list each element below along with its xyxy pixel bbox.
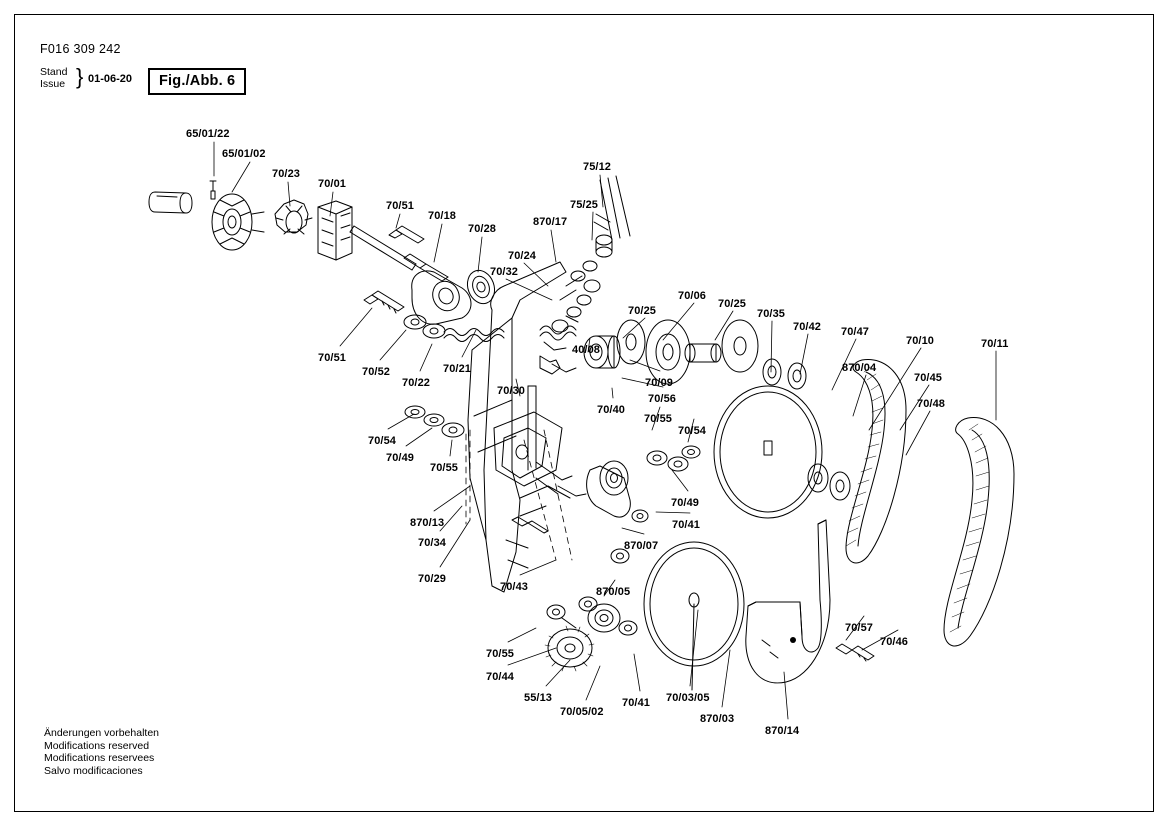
callout-label: 70/56 [648,393,677,405]
callout-label: 70/51 [318,352,347,364]
brace-glyph: } [76,64,84,89]
callout-label: 70/46 [880,636,909,648]
callout-label: 70/41 [672,519,701,531]
footer-disclaimer [44,727,159,777]
footer-line-fr: Modifications reservees [44,752,155,765]
callout-label: 70/25 [718,298,747,310]
callout-label: 870/17 [533,216,568,228]
callout-label: 70/21 [443,363,472,375]
callout-label: 870/13 [410,517,445,529]
callout-label: 70/01 [318,178,347,190]
issue-date: 01-06-20 [88,73,133,85]
callout-label: 65/01/02 [222,148,266,160]
callout-label: 70/25 [628,305,657,317]
callout-label: 70/40 [597,404,626,416]
callout-label: 70/06 [678,290,707,302]
callout-label: 70/30 [497,385,526,397]
callout-label: 70/43 [500,581,529,593]
callout-label: 70/51 [386,200,415,212]
callout-label: 70/11 [981,338,1009,350]
callout-label: 70/29 [418,573,447,585]
callout-label: 70/35 [757,308,786,320]
callout-label: 870/07 [624,540,659,552]
callout-label: 70/55 [644,413,673,425]
callout-label: 70/05/02 [560,706,604,718]
footer-line-en: Modifications reserved [44,739,150,752]
stand-label: Stand [40,66,68,78]
callout-label: 70/32 [490,266,519,278]
callout-label: 70/10 [906,335,935,347]
page-border [14,14,1154,812]
callout-label: 70/54 [678,425,707,437]
callout-label: 75/12 [583,161,612,173]
callout-label: 70/55 [486,648,515,660]
callout-label: 870/03 [700,713,735,725]
callout-label: 70/24 [508,250,537,262]
callout-label: 70/47 [841,326,870,338]
callout-label: 870/14 [765,725,800,737]
callout-label: 70/49 [386,452,415,464]
part-number: F016 309 242 [40,42,121,56]
issue-label: Issue [40,78,66,90]
footer-line-de: Änderungen vorbehalten [44,727,160,739]
callout-label: 70/22 [402,377,431,389]
callout-label: 70/55 [430,462,459,474]
callout-label: 70/42 [793,321,822,333]
callout-label: 70/44 [486,671,515,683]
callout-label: 70/49 [671,497,700,509]
callout-label: 870/04 [842,362,877,374]
stand-issue-label [40,66,67,90]
callout-label: 70/54 [368,435,397,447]
callout-label: 40/08 [572,344,601,356]
callout-label: 55/13 [524,692,553,704]
callout-label: 70/41 [622,697,651,709]
callout-label: 70/09 [645,377,674,389]
callout-label: 70/03/05 [666,692,710,704]
callout-label: 70/57 [845,622,874,634]
callout-label: 70/18 [428,210,457,222]
callout-label: 70/48 [917,398,946,410]
callout-label: 870/05 [596,586,631,598]
callout-label: 75/25 [570,199,599,211]
footer-line-es: Salvo modificaciones [44,764,143,777]
callout-label: 70/45 [914,372,943,384]
callout-label: 65/01/22 [186,128,230,140]
figure-badge: Fig./Abb. 6 [148,68,246,95]
callout-label: 70/23 [272,168,301,180]
callout-label: 70/52 [362,366,391,378]
callout-label: 70/34 [418,537,447,549]
callout-label: 70/28 [468,223,497,235]
